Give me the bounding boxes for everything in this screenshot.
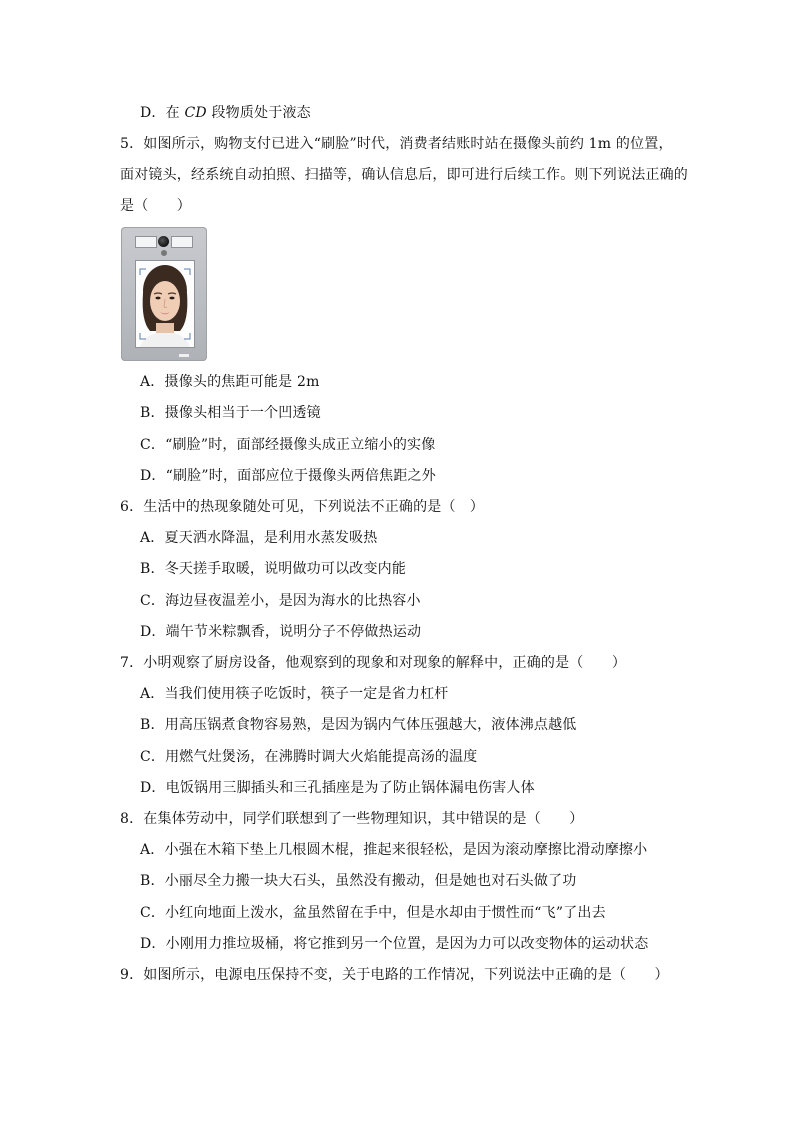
q7-stem: 7．小明观察了厨房设备，他观察到的现象和对现象的解释中，正确的是（ ） <box>120 655 627 671</box>
q5-option-d: D．“刷脸”时，面部应位于摄像头两倍焦距之外 <box>140 468 436 484</box>
q9-stem: 9．如图所示，电源电压保持不变，关于电路的工作情况，下列说法中正确的是（ ） <box>120 967 669 983</box>
q6-option-b: B．冬天搓手取暖，说明做功可以改变内能 <box>140 561 407 577</box>
sensor-window-left <box>135 236 157 248</box>
q7-option-b: B．用高压锅煮食物容易熟，是因为锅内气体压强越大，液体沸点越低 <box>140 717 577 733</box>
device-screen <box>135 260 195 348</box>
q8-option-d: D．小刚用力推垃圾桶，将它推到另一个位置，是因为力可以改变物体的运动状态 <box>140 936 649 952</box>
indicator-light-icon <box>161 250 167 256</box>
q5-stem-line-3: 是（ ） <box>120 198 191 214</box>
q5-option-c: C．“刷脸”时，面部经摄像头成正立缩小的实像 <box>140 437 436 453</box>
q5-stem-line-1: 5．如图所示，购物支付已进入“刷脸”时代，消费者结账时站在摄像头前约 1m 的位置， <box>120 136 673 152</box>
q4-option-d-label: D．在 <box>140 105 185 121</box>
q8-option-c: C．小红向地面上泼水，盆虽然留在手中，但是水却由于惯性而“飞”了出去 <box>140 905 606 921</box>
q7-option-d: D．电饭锅用三脚插头和三孔插座是为了防止锅体漏电伤害人体 <box>140 780 535 796</box>
q8-option-b: B．小丽尽全力搬一块大石头，虽然没有搬动，但是她也对石头做了功 <box>140 873 577 889</box>
q5-option-b: B．摄像头相当于一个凹透镜 <box>140 405 321 421</box>
face-portrait-icon <box>136 261 194 347</box>
q8-stem: 8．在集体劳动中，同学们联想到了一些物理知识，其中错误的是（ ） <box>120 811 584 827</box>
q6-option-a: A．夏天洒水降温，是利用水蒸发吸热 <box>140 530 378 546</box>
q4-option-d <box>140 103 311 123</box>
camera-lens-icon <box>158 236 169 247</box>
q6-stem: 6．生活中的热现象随处可见，下列说法不正确的是（ ） <box>120 499 485 515</box>
q7-option-a: A．当我们使用筷子吃饭时，筷子一定是省力杠杆 <box>140 686 449 702</box>
q6-option-d: D．端午节米粽飘香，说明分子不停做热运动 <box>140 624 422 640</box>
q6-option-c: C．海边昼夜温差小，是因为海水的比热容小 <box>140 593 421 609</box>
q4-option-d-text: 段物质处于液态 <box>206 105 311 121</box>
status-light <box>179 354 189 357</box>
q7-option-c: C．用燃气灶煲汤，在沸腾时调大火焰能提高汤的温度 <box>140 749 478 765</box>
sensor-window-right <box>171 236 193 248</box>
q8-option-a: A．小强在木箱下垫上几根圆木棍，推起来很轻松，是因为滚动摩擦比滑动摩擦小 <box>140 842 648 858</box>
q4-option-d-segment: CD <box>184 105 207 121</box>
q5-option-a: A．摄像头的焦距可能是 2m <box>140 374 320 390</box>
q5-stem-line-2: 面对镜头，经系统自动拍照、扫描等，确认信息后，即可进行后续工作。则下列说法正确的 <box>120 167 688 183</box>
face-scan-device-image <box>121 227 207 361</box>
